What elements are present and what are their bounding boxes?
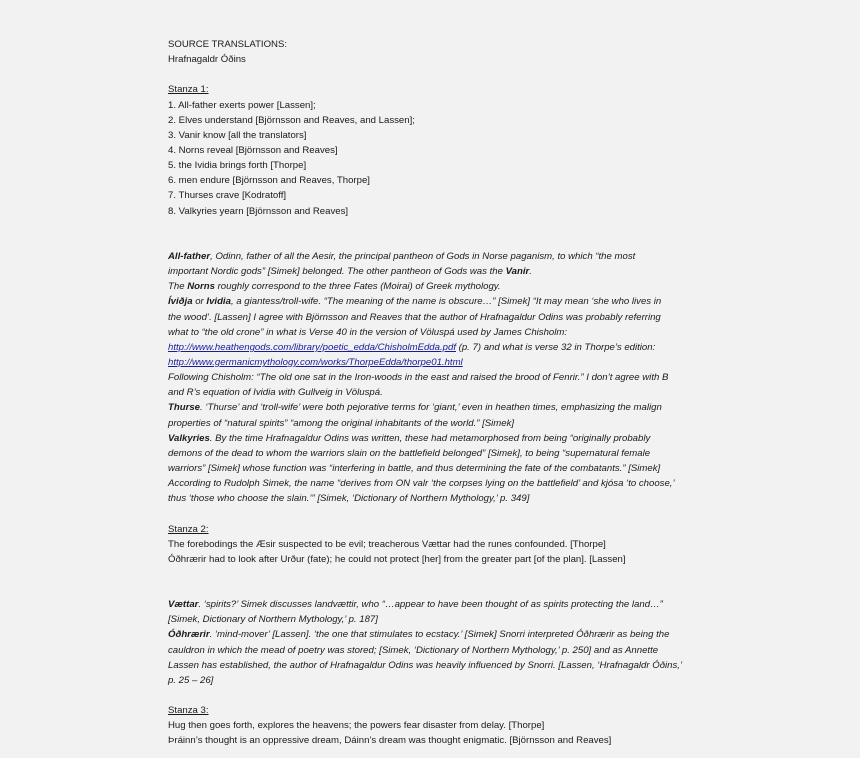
stanza1-heading: Stanza 1:	[168, 84, 209, 96]
stanza3-heading: Stanza 3:	[168, 705, 209, 717]
note-valkyries-cont: thus ‘those who choose the slain.’” [Simek, ‘Dictionary of Northern Mythology,’ p. 349]	[168, 493, 530, 505]
stanza1-line: 6. men endure [Björnsson and Reaves, Thorpe]	[168, 175, 370, 187]
stanza2-line: The forebodings the Æsir suspected to be evil; treacherous Vættar had the runes confounded. [Thorpe]	[168, 538, 606, 550]
stanza1-line: 4. Norns reveal [Björnsson and Reaves]	[168, 144, 338, 156]
stanza1-line: 8. Valkyries yearn [Björnsson and Reaves]	[168, 205, 349, 217]
stanza1-line: 1. All-father exerts power [Lassen];	[168, 99, 316, 111]
source-heading: SOURCE TRANSLATIONS:	[168, 39, 288, 50]
document-body	[168, 37, 698, 749]
document-title: Hrafnagaldr Óðins	[168, 54, 246, 66]
term-ividja: Íviðja	[168, 296, 193, 308]
thorpe-edda-link[interactable]: http://www.germanicmythology.com/works/ThorpeEdda/thorpe01.html	[168, 356, 463, 368]
note-odhraerir-cont: p. 25 – 26]	[168, 674, 214, 686]
stanza2-line: Óðhrærir had to look after Urður (fate); he could not protect [her] from the greater part [of the plan]. [Lassen]	[168, 553, 626, 565]
stanza3-line: Þráinn’s thought is an oppressive dream, Dáinn’s dream was thought enigmatic. [Björnsson and Reaves]	[168, 735, 612, 747]
note-thurse: Thurse. ‘Thurse’ and ‘troll-wife’ were both pejorative terms for ‘giant,’ even in heathen times, emphasizing the malign	[168, 402, 662, 414]
note-allfather: All-father, Odinn, father of all the Aesir, the principal pantheon of Gods in Norse paganism, to which “the most	[168, 250, 636, 262]
chisholm-edda-link[interactable]: http://www.heathengods.com/library/poetic_edda/ChisholmEdda.pdf	[168, 341, 456, 353]
note-valkyries-cont: According to Rudolph Simek, the name “derives from ON valr ‘the corpses lying on the battlefield’ and kjósa ‘to choose,’	[168, 478, 675, 490]
note-ividja-cont: the wood’. [Lassen] I agree with Björnsson and Reaves that the author of Hrafnagaldur Odins was probably referring	[168, 311, 661, 323]
note-thurse-cont: properties of “natural spirits” “among the original inhabitants of the world.” [Simek]	[168, 417, 515, 429]
note-vaettar: Vættar. ‘spirits?’ Simek discusses landvættir, who “…appear to have been thought of as spirits protecting the land…”	[168, 599, 663, 611]
term-vanir: Vanir	[505, 266, 530, 278]
note-chisholm-cont: and R’s equation of Ividia with Gullveig in Völuspá.	[168, 387, 383, 399]
note-norns: The Norns roughly correspond to the three Fates (Moirai) of Greek mythology.	[168, 281, 501, 293]
term-valkyries: Valkyries	[168, 432, 210, 444]
note-ividja: Íviðja or Ividia, a giantess/troll-wife. “The meaning of the name is obscure…” [Simek] “It may mean ‘she who lives in	[168, 296, 662, 308]
note-odhraerir-cont: cauldron in which the mead of poetry was stored; [Simek, ‘Dictionary of Northern Mythology,’ p. 250] and as Annette	[168, 644, 659, 656]
term-ividia: Ividia	[206, 296, 231, 308]
note-ividja-cont: what to “the old crone” in what is Verse 40 in the version of Völuspá used by James Chisholm:	[168, 326, 568, 338]
stanza2-heading: Stanza 2:	[168, 523, 209, 535]
note-link-line	[168, 355, 698, 370]
term-norns: Norns	[187, 281, 215, 293]
stanza1-line: 5. the Ividia brings forth [Thorpe]	[168, 160, 307, 172]
note-valkyries: Valkyries. By the time Hrafnagaldur Odins was written, these had metamorphosed from being “originally probably	[168, 432, 651, 444]
note-valkyries-cont: warriors” [Simek] whose function was “interfering in battle, and thus determining the fate of the combatants.” [Simek]	[168, 462, 661, 474]
term-vaettar: Vættar	[168, 599, 199, 611]
note-valkyries-cont: demons of the dead to whom the warriors slain on the battlefield belonged” [Simek], to being “supernatural female	[168, 447, 651, 459]
term-odhraerir: Óðhrærir	[168, 629, 210, 641]
note-odhraerir: Óðhrærir. ‘mind-mover’ [Lassen]. ‘the one that stimulates to ecstacy.’ [Simek] Snorri interpreted Óðhrærir as being the	[168, 629, 670, 641]
stanza1-line: 7. Thurses crave [Kodratoff]	[168, 190, 287, 202]
stanza3-line: Hug then goes forth, explores the heavens; the powers fear disaster from delay. [Thorpe]	[168, 720, 545, 732]
term-thurse: Thurse	[168, 402, 200, 414]
stanza1-line: 2. Elves understand [Björnsson and Reaves, and Lassen];	[168, 114, 415, 126]
stanza1-line: 3. Vanir know [all the translators]	[168, 129, 307, 141]
note-vaettar-cont: [Simek, Dictionary of Northern Mythology,’ p. 187]	[168, 614, 378, 626]
note-allfather-cont: important Nordic gods” [Simek] belonged. The other pantheon of Gods was the Vanir.	[168, 266, 532, 278]
note-chisholm: Following Chisholm: “The old one sat in the Iron-woods in the east and raised the brood of Fenrir.” I don’t agree with B	[168, 372, 669, 384]
note-odhraerir-cont: Lassen has established, the author of Hrafnagaldur Odins was heavily influenced by Snorri. [Lassen, ‘Hrafnagaldr Óðins,’	[168, 659, 683, 671]
note-link-line: http://www.heathengods.com/library/poetic_edda/ChisholmEdda.pdf (p. 7) and what is verse 32 in Thorpe’s edition:	[168, 341, 656, 353]
term-allfather: All-father	[168, 250, 211, 262]
